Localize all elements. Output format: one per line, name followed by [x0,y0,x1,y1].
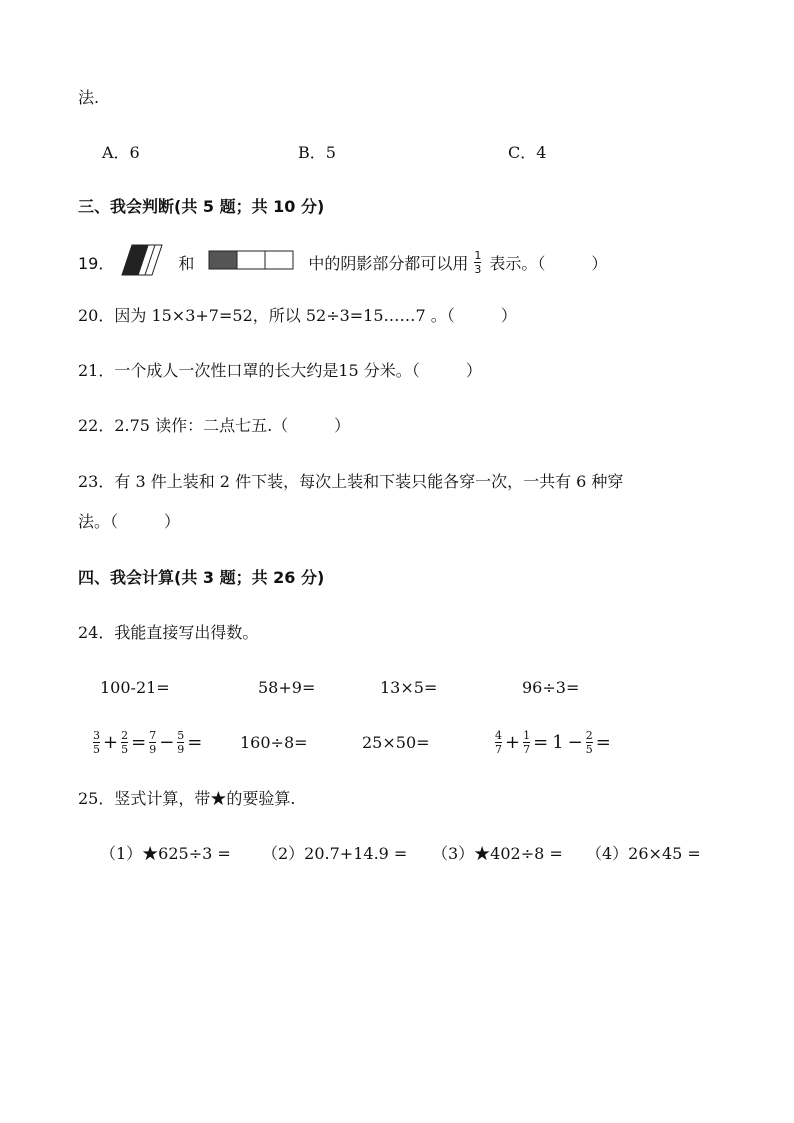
q24-expr-4: 96÷3= [522,678,580,697]
q25-item-2: （2）20.7+14.9 = [262,844,408,863]
option-a: A．6 [102,143,140,162]
q20-text: 20．因为 15×3+7=52，所以 52÷3=15……7 。（ [78,306,455,325]
q25-item-1: （1）★625÷3 = [100,844,231,863]
q19-text-after: 表示。（ [489,253,546,273]
q19-and: 和 [178,253,195,273]
q24-fraction-expr-2: $\frac{4}{7}$ + $\frac{1}{7}$ = 1 − $\frac{2}{5}$ = [495,728,611,756]
parallelogram-figure [118,243,164,281]
q20-close: ） [500,306,517,325]
q21-text: 21．一个成人一次性口罩的长大约是15 分米。（ [78,361,420,380]
question-20 [78,306,517,326]
section-3-title: 三、我会判断(共 5 题；共 10 分) [78,197,325,216]
question-21 [78,361,482,381]
q19-number: 19． [78,253,115,273]
q24-expr-1: 100-21= [100,678,170,697]
q23-close: ） [164,512,181,531]
q19-text-before: 中的阴影部分都可以用 [308,253,469,273]
q24-expr-3: 13×5= [380,678,438,697]
q19-fraction: $\frac{1}{3}$ [474,248,482,276]
q22-close: ） [334,416,351,435]
q24-expr-6: 160÷8= [240,733,308,752]
q24-fraction-expr-1: $\frac{3}{5}$ + $\frac{2}{5}$ = $\frac{7}{9}$ − $\frac{5}{9}$ = [93,728,203,756]
prev-question-line-end: 法. [78,88,100,107]
question-19 [78,244,607,280]
q22-text: 22．2.75 读作：二点七五.（ [78,416,289,435]
question-24-title: 24．我能直接写出得数。 [78,623,259,642]
question-23-line1: 23．有 3 件上装和 2 件下装，每次上装和下装只能各穿一次，一共有 6 种穿 [78,472,624,491]
question-25-title: 25．竖式计算，带★的要验算. [78,789,296,808]
question-22 [78,416,350,436]
question-23-line2 [78,512,180,532]
q25-item-4: （4）26×45 = [586,844,701,863]
q21-close: ） [465,361,482,380]
q23-text: 法。（ [78,512,119,531]
q24-expr-2: 58+9= [258,678,316,697]
rectangle-bar-figure [208,250,294,274]
option-b: B．5 [298,143,336,162]
section-4-title: 四、我会计算(共 3 题；共 26 分) [78,568,325,587]
q19-close: ） [591,253,608,273]
q24-expr-7: 25×50= [362,733,430,752]
q25-item-3: （3）★402÷8 = [432,844,563,863]
option-c: C．4 [508,143,547,162]
